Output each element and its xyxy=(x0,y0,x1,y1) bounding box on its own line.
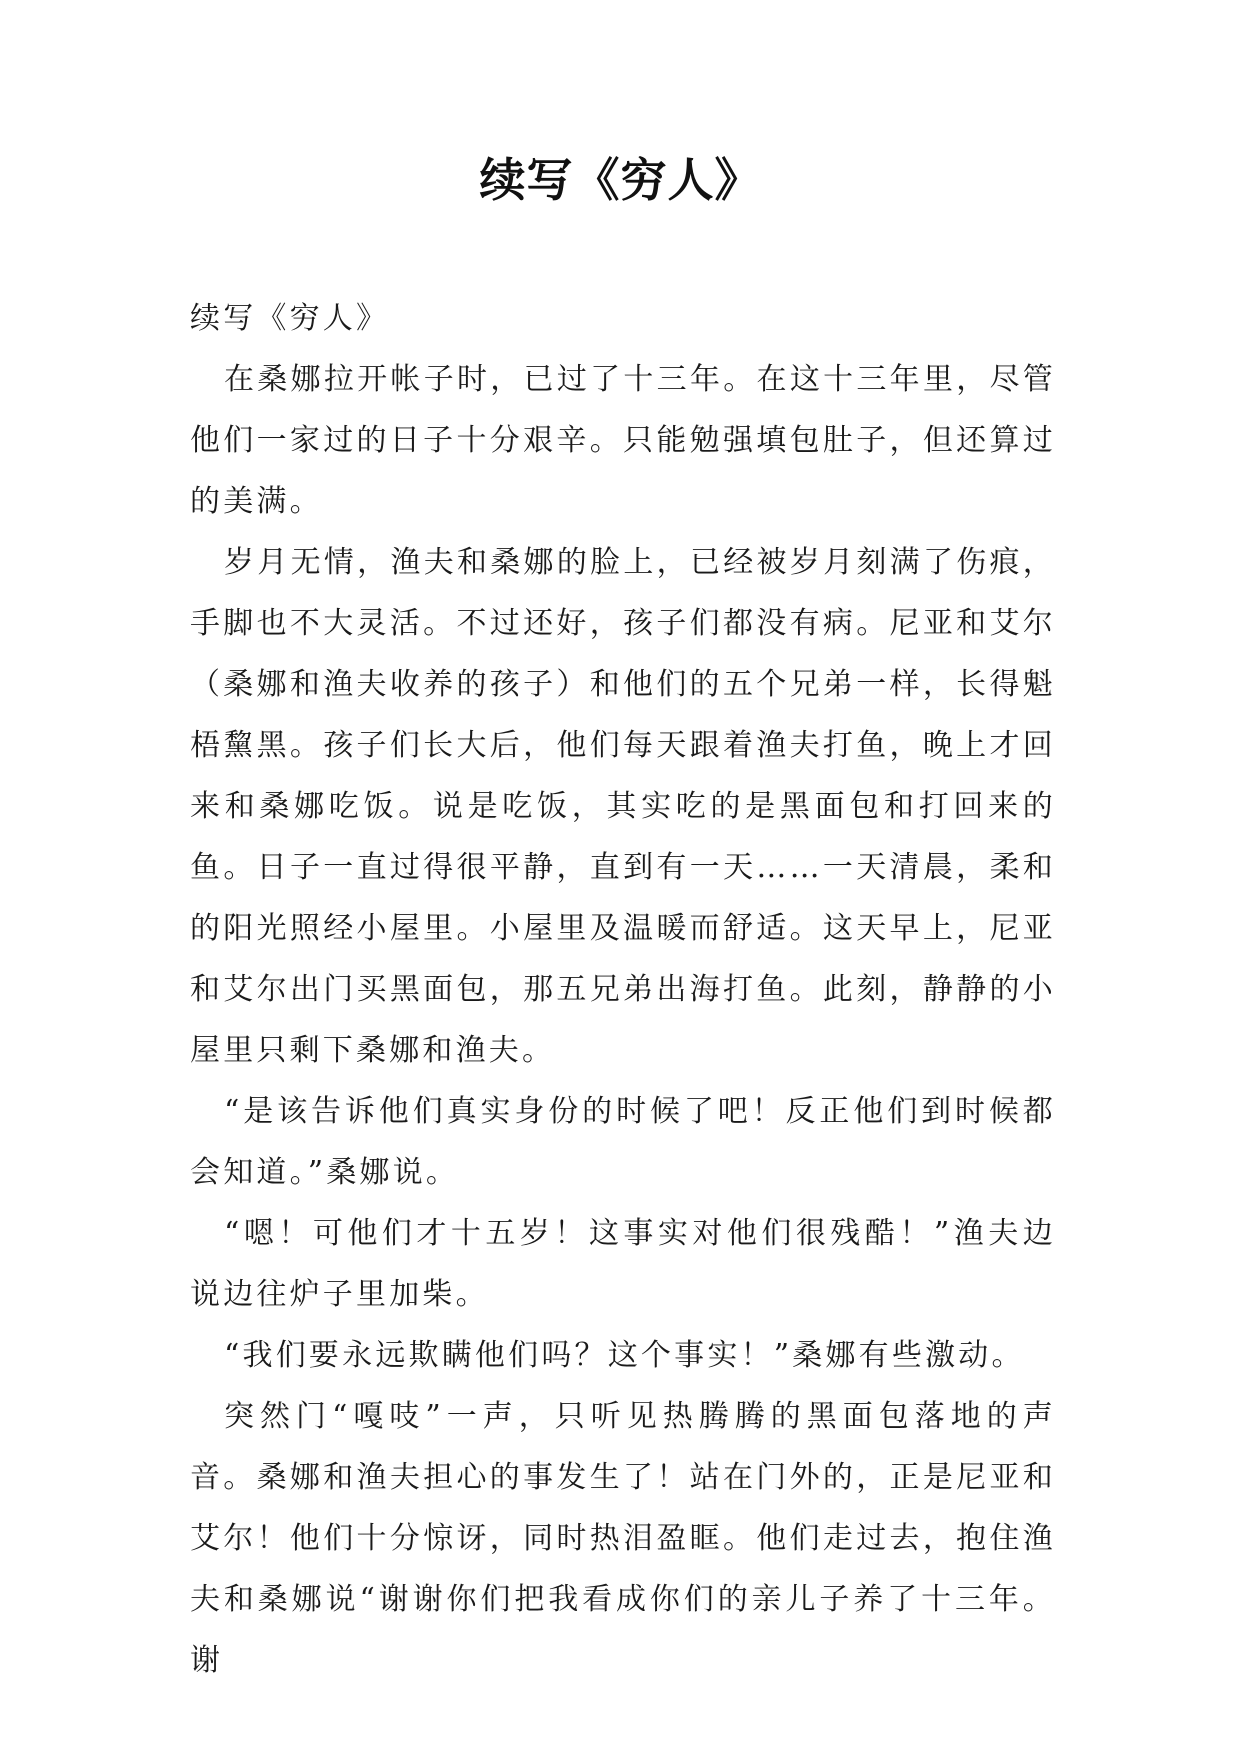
paragraph-3: “是该告诉他们真实身份的时候了吧！反正他们到时候都会知道。”桑娜说。 xyxy=(190,1094,1056,1190)
essay-heading: 续写《穷人》 xyxy=(190,301,390,336)
paragraph-4: “嗯！可他们才十五岁！这事实对他们很残酷！”渔夫边说边往炉子里加柴。 xyxy=(190,1216,1056,1312)
paragraph-1: 在桑娜拉开帐子时，已过了十三年。在这十三年里，尽管他们一家过的日子十分艰辛。只能勉强填包肚子，但还算过的美满。 xyxy=(190,362,1056,519)
paragraph-2: 岁月无情，渔夫和桑娜的脸上，已经被岁月刻满了伤痕，手脚也不大灵活。不过还好，孩子们都没有病。尼亚和艾尔（桑娜和渔夫收养的孩子）和他们的五个兄弟一样，长得魁梧黧黑。孩子们长大后，他们每天跟着渔夫打鱼，晚上才回来和桑娜吃饭。说是吃饭，其实吃的是黑面包和打回来的鱼。日子一直过得很平静，直到有一天……一天清晨，柔和的阳光照经小屋里。小屋里及温暖而舒适。这天早上，尼亚和艾尔出门买黑面包，那五兄弟出海打鱼。此刻，静静的小屋里只剩下桑娜和渔夫。 xyxy=(190,545,1056,1068)
paragraph-6: 突然门“嘎吱”一声，只听见热腾腾的黑面包落地的声音。桑娜和渔夫担心的事发生了！站在门外的，正是尼亚和艾尔！他们十分惊讶，同时热泪盈眶。他们走过去，抱住渔夫和桑娜说“谢谢你们把我看成你们的亲儿子养了十三年。谢 xyxy=(190,1399,1056,1678)
document-title: 续写《穷人》 xyxy=(479,153,762,207)
document-body xyxy=(190,288,1056,1691)
paragraph-5: “我们要永远欺瞒他们吗？这个事实！”桑娜有些激动。 xyxy=(224,1338,1025,1373)
